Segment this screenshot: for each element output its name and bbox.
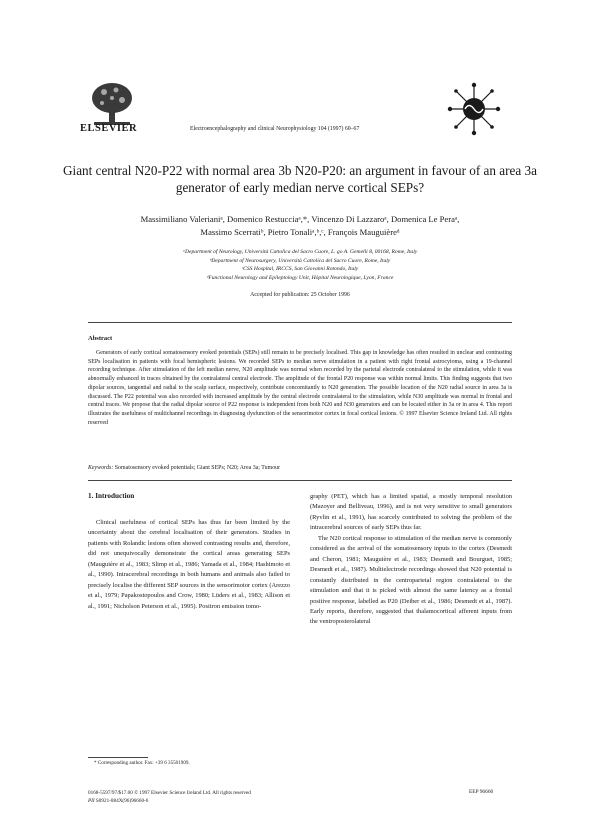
accepted-date: Accepted for publication: 25 October 1996 [250, 292, 350, 298]
abstract-heading: Abstract [88, 335, 113, 342]
body-column-left: Clinical usefulness of cortical SEPs has thus far been limited by the uncertainty about the cerebral localisation of their generators. Studies in patients with Rolandic lesions often showed contrasting results and, therefore, did not unequivocally demonstrate the cortical areas generating SEPs (Mauguière et al., 1983; Slimp et al., 1986; Yamada et al., 1984; Hashimoto et al., 1990). Intracerebral recordings in both humans and animals also failed to precisely localise the different SEP sources in the sensorimotor cortex (Arezzo et al., 1979; Papakostopoulos and Crow, 1980; Lüders et al., 1983; Allison et al., 1991; Nicholson Peterson et al., 1995). Positron emission tomo- [88, 519, 290, 610]
article-title: Giant central N20-P22 with normal area 3b N20-P20: an argument in favour of an area 3a generator of early median nerve cortical SEPs? [63, 163, 537, 195]
abstract-text: Generators of early cortical somatosensory evoked potentials (SEPs) still remain to be precisely localised. This gap in knowledge has often resulted in unclear and contrasting SEPs localisation in patients with focal hemispheric lesions. We recorded SEPs to median nerve stimulation in a patient with right frontal astrocytoma, using a 19-channel recording technique. After stimulation of the left median nerve, N20 amplitude was normal when recorded by the parietal electrode contralateral to the stimulation, while it was abnormally enhanced in traces obtained by the contralateral central electrode. The amplitude of the frontal P20 response was within normal limits. This finding suggests that two dipolar sources, tangential and radial to the scalp surface, respectively, contribute concomitantly to N20 generation. The possible location of the N20 radial source in area 3a is discussed. The P22 potential was also recorded with increased amplitude by the central electrode contralateral to the stimulation, while N30 amplitude was normal in frontal and central traces. We propose that the radial dipolar source of P22 response is independent from both N20 and N30 generators and can be located either in 3a or in area 4. This report illustrates the usefulness of multichannel recordings in diagnosing dysfunction of the sensorimotor cortex in focal cortical lesions. © 1997 Elsevier Science Ireland Ltd. All rights reserved [88, 350, 512, 426]
article-code: EEP 96660 [469, 789, 494, 795]
affiliations [60, 248, 540, 282]
abstract-bottom-rule [88, 480, 512, 481]
author-line-1: Massimiliano Valerianiᵃ, Domenico Restucciaᵃ,*, Vincenzo Di Lazzaroᵃ, Domenica Le Peraᵃ, [140, 214, 460, 224]
keywords-label: Keywords: [88, 465, 114, 471]
copyright-block [88, 789, 251, 805]
section-heading: 1. Introduction [88, 492, 135, 500]
body-column-right [310, 492, 512, 628]
journal-emblem [447, 82, 501, 136]
affiliation-b: ᵇDepartment of Neurosurgery, Università Cattolica del Sacro Cuore, Rome, Italy [209, 257, 391, 264]
paragraph-n20: The N20 cortical response to stimulation of the median nerve is commonly considered as the arrival of the somatosensory inputs to the cortex (Desmedt and Cheron, 1981; Mauguière et al., 1983; Desmedt and Bourguet, 1985; Desmedt et al., 1987). Multielectrode recordings showed that N20 potential is constantly distributed in the centroparietal region contralateral to the stimulation and that it is picked with almost the same latency as a frontal positive response, labelled as P20 (Deiber et al., 1986; Desmedt et al., 1987). Early reports, therefore, suggested that thalamocortical afferent inputs from the ventroposterolateral [310, 534, 512, 626]
footnote-rule [88, 757, 148, 758]
author-line-2: Massimo Scerratiᵇ, Pietro Tonaliᵃ,ᵇ,ᶜ, François Mauguièreᵈ [200, 227, 400, 237]
affiliation-c: ᶜCSS Hospital, IRCCS, San Giovanni Rotondo, Italy [241, 266, 359, 273]
elsevier-tree-logo [86, 78, 138, 128]
pii-label: PII [88, 798, 95, 804]
keywords [88, 465, 512, 471]
publisher-name: ELSEVIER [80, 123, 138, 134]
keywords-list: Somatosensory evoked potentials; Giant SEPs; N20; Area 3a; Tumour [113, 465, 281, 471]
paragraph-continued: graphy (PET), which has a limited spatial, a mostly temporal resolution (Mazoyer and Belliveau, 1996), and is not very sensitive to small generators (Ryvlin et al., 1991), has scarcely contributed to solving the problem of the intracerebral sources of early SEPs thus far. [310, 493, 512, 532]
author-list [60, 213, 540, 239]
affiliation-d: ᵈFunctional Neurology and Epileptology Unit, Hôpital Neurologique, Lyon, France [206, 274, 394, 281]
pii-line [88, 797, 251, 805]
abstract-top-rule [88, 322, 512, 323]
affiliation-a: ᵃDepartment of Neurology, Università Cattolica del Sacro Cuore, L. go A. Gemelli 8, 00168, Rome, Italy [182, 249, 418, 255]
copyright-line: 0168-5597/97/$17.00 © 1997 Elsevier Science Ireland Ltd. All rights reserved [88, 790, 251, 796]
corresponding-author-footnote: * Corresponding author. Fax: +39 6 35501909. [94, 760, 190, 766]
journal-citation: Electroencephalography and clinical Neurophysiology 104 (1997) 60–67 [190, 126, 360, 132]
pii-value: S0921-884X(96)96660-6 [94, 798, 149, 804]
